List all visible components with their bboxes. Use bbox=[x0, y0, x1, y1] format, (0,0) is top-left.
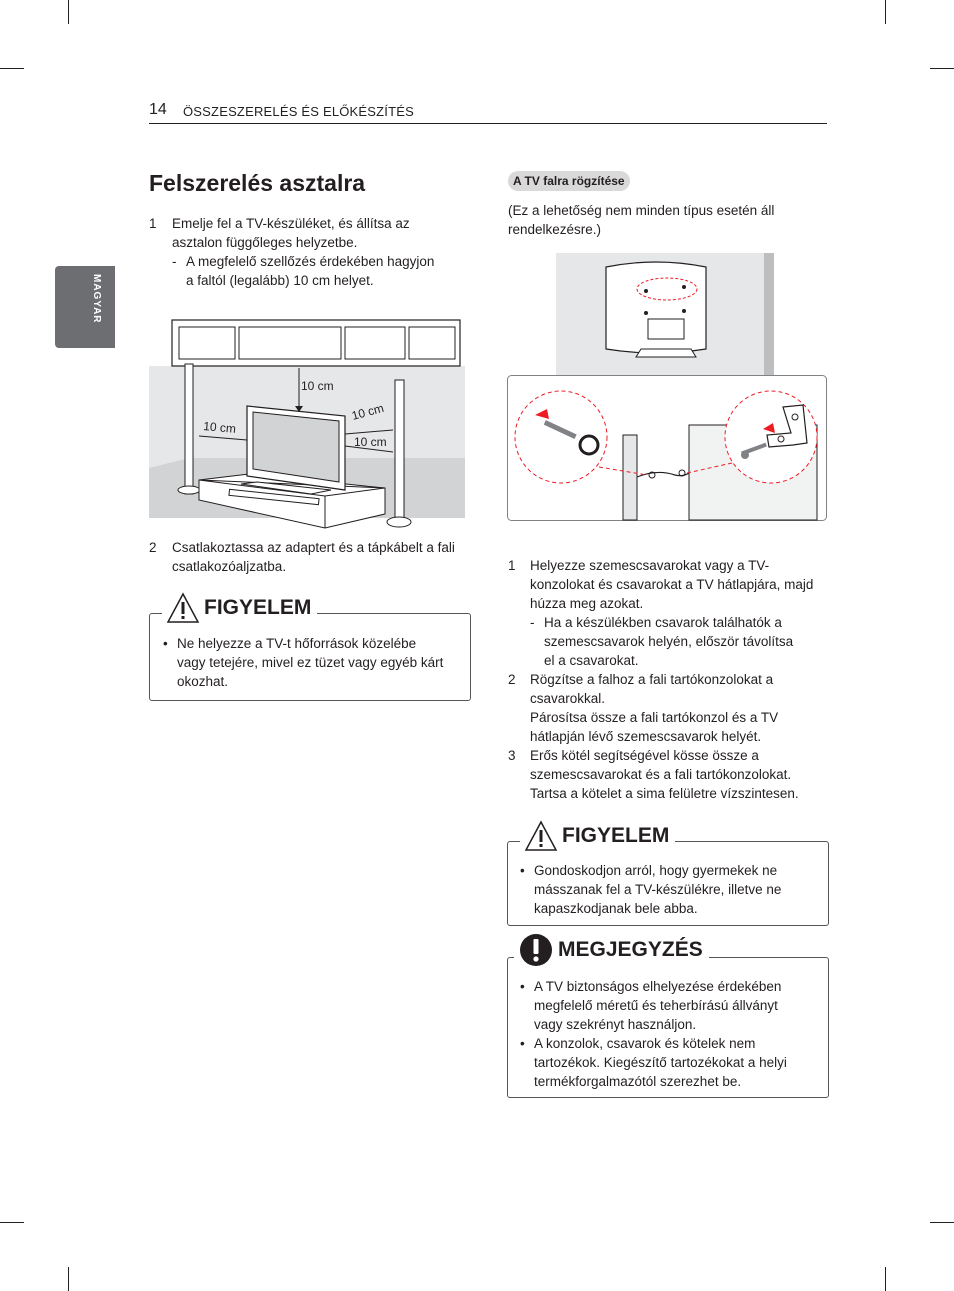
page-header bbox=[149, 101, 827, 124]
warning-icon bbox=[166, 592, 200, 624]
sub-text: A megfelelő szellőzés érdekében hagyjon bbox=[186, 254, 435, 269]
crop-mark bbox=[0, 1222, 24, 1223]
clearance-right-label: 10 cm bbox=[350, 400, 386, 423]
step-text: konzolokat és csavarokat a TV hátlapjára, majd bbox=[530, 577, 814, 592]
crop-mark bbox=[68, 0, 69, 24]
note-body bbox=[520, 977, 820, 1091]
step-text: Párosítsa össze a fali tartókonzol és a TV bbox=[530, 710, 779, 725]
caution-label: FIGYELEM bbox=[562, 824, 670, 847]
mount-step-2 bbox=[508, 670, 830, 746]
caution-body bbox=[520, 861, 820, 918]
note-text: • A konzolok, csavarok és kötelek nem bbox=[534, 1036, 756, 1051]
page-title: Felszerelés asztalra bbox=[149, 170, 366, 196]
step-number: 2 bbox=[149, 540, 157, 555]
note-text: termékforgalmazótól szerezhet be. bbox=[534, 1074, 742, 1089]
step-text: asztalon függőleges helyzetbe. bbox=[172, 235, 358, 250]
step-number: 1 bbox=[149, 216, 157, 231]
clearance-top-label: 10 cm bbox=[301, 379, 334, 393]
caution-text: • Ne helyezze a TV-t hőforrások közelébe bbox=[177, 636, 417, 651]
step-text: csavarokkal. bbox=[530, 691, 606, 706]
subsection-pill: A TV falra rögzítése bbox=[508, 171, 630, 191]
caution-title bbox=[520, 818, 675, 854]
crop-mark bbox=[930, 1222, 954, 1223]
caution-text: • Gondoskodjon arról, hogy gyermekek ne bbox=[534, 863, 778, 878]
step-text: hátlapján lévő szemescsavarok helyét. bbox=[530, 729, 762, 744]
crop-mark bbox=[68, 1267, 69, 1291]
caution-text: kapaszkodjanak bele abba. bbox=[534, 901, 698, 916]
step-text: Erős kötél segítségével kösse össze a bbox=[530, 748, 759, 763]
step-text: Emelje fel a TV-készüléket, és állítsa az bbox=[172, 216, 410, 231]
sub-dash: - bbox=[172, 254, 177, 269]
note-label: MEGJEGYZÉS bbox=[558, 938, 703, 961]
crop-mark bbox=[0, 68, 24, 69]
step-2 bbox=[149, 538, 469, 578]
step-text: Helyezze szemescsavarokat vagy a TV- bbox=[530, 558, 770, 573]
step-text: szemescsavarokat és a fali tartókonzolokat. bbox=[530, 767, 792, 782]
sub-dash: - bbox=[530, 615, 535, 630]
caution-title bbox=[162, 590, 317, 626]
crop-mark bbox=[885, 0, 886, 24]
crop-mark bbox=[885, 1267, 886, 1291]
caution-text: másszanak fel a TV-készülékre, illetve ne bbox=[534, 882, 782, 897]
step-text: Tartsa a kötelet a sima felületre vízszintesen. bbox=[530, 786, 799, 801]
step-text: húzza meg azokat. bbox=[530, 596, 644, 611]
caution-text: vagy tetejére, mivel ez tüzet vagy egyéb kárt bbox=[177, 655, 444, 670]
caution-label: FIGYELEM bbox=[204, 596, 312, 619]
clearance-right-label: 10 cm bbox=[354, 435, 387, 449]
note-text: • A TV biztonságos elhelyezése érdekében bbox=[534, 979, 782, 994]
language-tab bbox=[55, 266, 115, 348]
caution-text: okozhat. bbox=[177, 674, 229, 689]
caution-body bbox=[163, 634, 463, 691]
step-text: Rögzítse a falhoz a fali tartókonzolokat a bbox=[530, 672, 774, 687]
note-title bbox=[514, 930, 709, 970]
step-number: 2 bbox=[508, 672, 516, 687]
availability-note: (Ez a lehetőség nem minden típus esetén áll rendelkezésre.) bbox=[508, 203, 775, 237]
tabletop-illustration bbox=[149, 318, 465, 533]
warning-icon bbox=[524, 820, 558, 852]
sub-text: Ha a készülékben csavarok találhatók a bbox=[544, 615, 782, 630]
sub-text: a faltól (legalább) 10 cm helyet. bbox=[186, 273, 374, 288]
step-number: 3 bbox=[508, 748, 516, 763]
tv-back-illustration bbox=[556, 253, 774, 375]
note-text: tartozékok. Kiegészítő tartozékokat a helyi bbox=[534, 1055, 787, 1070]
step-text: csatlakozóaljzatba. bbox=[172, 559, 287, 574]
page-number: 14 bbox=[149, 101, 167, 118]
step-number: 1 bbox=[508, 558, 516, 573]
wall-mount-detail-illustration bbox=[507, 375, 827, 522]
step-text: Csatlakoztassa az adaptert és a tápkábelt a fali bbox=[172, 540, 455, 555]
note-text: vagy szekrényt használjon. bbox=[534, 1017, 697, 1032]
note-text: megfelelő méretű és teherbírású állványt bbox=[534, 998, 778, 1013]
language-label: MAGYAR bbox=[91, 274, 102, 324]
sub-text: el a csavarokat. bbox=[544, 653, 639, 668]
crop-mark bbox=[930, 68, 954, 69]
clearance-left-label: 10 cm bbox=[202, 419, 237, 436]
mount-step-3 bbox=[508, 746, 830, 803]
mount-step-1 bbox=[508, 556, 830, 670]
sub-text: szemescsavarok helyén, először távolítsa bbox=[544, 634, 794, 649]
note-exclamation-icon bbox=[518, 932, 554, 968]
step-1 bbox=[149, 214, 469, 294]
section-title: ÖSSZESZERELÉS ÉS ELŐKÉSZÍTÉS bbox=[183, 104, 415, 119]
